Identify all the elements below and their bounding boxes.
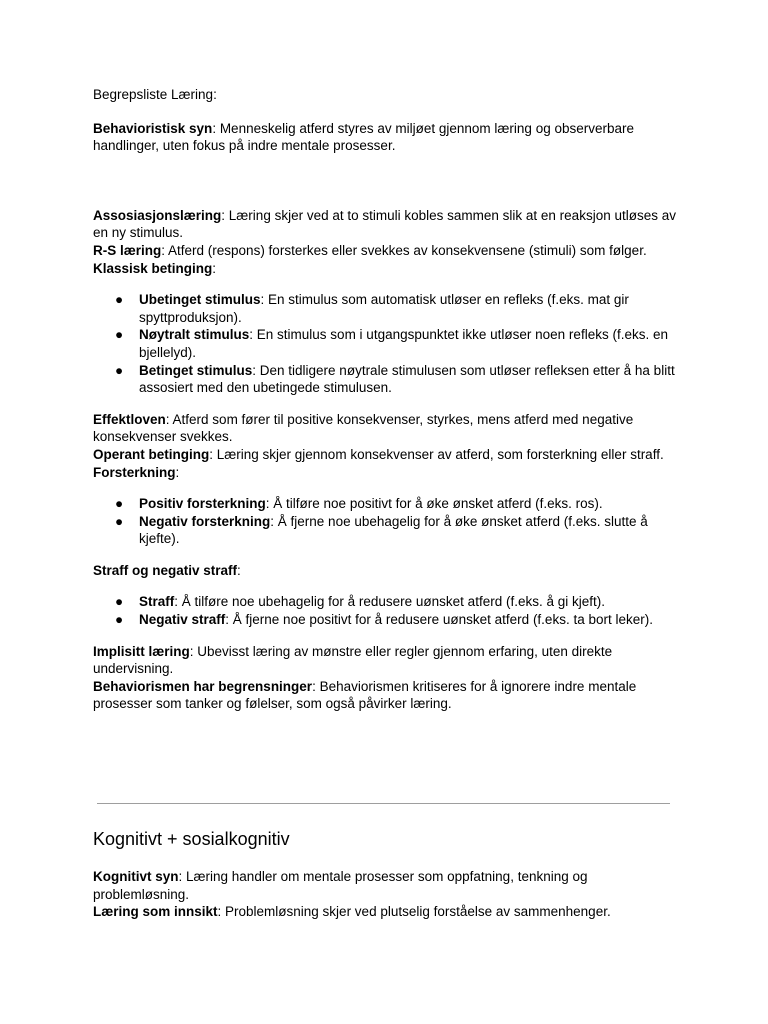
definition-text: : Atferd (respons) forsterkes eller svekkes av konsekvensene (stimuli) som følger. — [161, 242, 647, 258]
definition-forsterkning — [93, 464, 683, 482]
term-ubetinget-stimulus: Ubetinget stimulus — [139, 292, 261, 308]
definition-klassisk-betinging — [93, 260, 683, 278]
term-laering-som-innsikt: Læring som innsikt — [93, 904, 218, 920]
bullet-icon: ● — [115, 292, 124, 308]
list-klassisk-betinging — [93, 291, 683, 397]
definition-text: : En stimulus som i utgangspunktet ikke utløser noen refleks (f.eks. en bjellelyd). — [139, 327, 668, 360]
term-forsterkning: Forsterkning — [93, 464, 176, 480]
definition-text: : Behaviorismen kritiseres for å ignorere indre mentale prosesser som tanker og følelser, som også påvirker læring. — [93, 678, 637, 712]
term-positiv-forsterkning: Positiv forsterkning — [139, 496, 266, 512]
definition-straff-og-negativ-straff — [93, 562, 683, 580]
list-item — [93, 593, 683, 611]
term-betinget-stimulus: Betinget stimulus — [139, 362, 253, 378]
term-negativ-forsterkning: Negativ forsterkning — [139, 513, 271, 529]
definition-text: : — [212, 260, 217, 276]
bullet-icon: ● — [115, 612, 124, 628]
bullet-icon: ● — [115, 594, 124, 610]
bullet-icon: ● — [115, 513, 124, 529]
definition-text: : Å tilføre noe positivt for å øke ønsket atferd (f.eks. ros). — [265, 496, 603, 512]
definition-operant-betinging — [93, 446, 683, 464]
section-kognitivt-body — [93, 868, 683, 921]
term-assosiasjonslaering: Assosiasjonslæring — [93, 207, 222, 223]
list-item — [93, 291, 683, 326]
list-straff — [93, 593, 683, 628]
definition-effektloven — [93, 411, 683, 446]
term-kognitivt-syn: Kognitivt syn — [93, 869, 179, 884]
definition-text: : Å fjerne noe ubehagelig for å øke ønsket atferd (f.eks. slutte å kjefte). — [139, 513, 648, 547]
definition-text: : — [175, 464, 180, 480]
term-behavioristisk-syn: Behavioristisk syn — [93, 120, 213, 136]
list-item — [93, 362, 683, 397]
section-heading-kognitivt: Kognitivt + sosialkognitiv — [93, 829, 290, 849]
definition-text: : Å fjerne noe positivt for å redusere uønsket atferd (f.eks. ta bort leker). — [225, 612, 653, 628]
definition-laering-som-innsikt — [93, 903, 683, 921]
list-forsterkning — [93, 495, 683, 548]
definition-behavioristisk-syn — [93, 120, 683, 155]
definition-behaviorismen-begrensninger — [93, 678, 683, 713]
term-straff: Straff — [139, 594, 175, 610]
term-operant-betinging: Operant betinging — [93, 446, 210, 462]
horizontal-divider — [97, 803, 670, 804]
bullet-icon: ● — [115, 327, 124, 343]
definition-text: : Problemløsning skjer ved plutselig forståelse av sammenhenger. — [217, 904, 611, 920]
definition-kognitivt-syn — [93, 868, 683, 903]
list-item — [93, 513, 683, 548]
definition-text: : Læring skjer gjennom konsekvenser av atferd, som forsterkning eller straff. — [209, 446, 664, 462]
definition-text: : Å tilføre noe ubehagelig for å redusere uønsket atferd (f.eks. å gi kjeft). — [174, 594, 605, 610]
definition-text: : Atferd som fører til positive konsekvenser, styrkes, mens atferd med negative konsekvenser svekkes. — [93, 411, 634, 445]
list-item — [93, 611, 683, 629]
definition-text: : Ubevisst læring av mønstre eller regler gjennom erfaring, uten direkte undervisning. — [93, 643, 613, 677]
term-effektloven: Effektloven — [93, 411, 166, 427]
bullet-icon: ● — [115, 496, 124, 512]
definition-text: : Den tidligere nøytrale stimulusen som utløser refleksen etter å ha blitt assosiert med den ubetingede stimulusen. — [139, 362, 675, 396]
definition-text: : — [237, 562, 241, 578]
definition-rs-laering — [93, 242, 683, 260]
term-implisitt-laering: Implisitt læring — [93, 643, 190, 659]
term-behaviorismen-begrensninger: Behaviorismen har begrensninger — [93, 678, 313, 694]
bullet-icon: ● — [115, 362, 124, 378]
definition-text: : Menneskelig atferd styres av miljøet gjennom læring og observerbare handlinger, uten fokus på indre mentale prosesser. — [93, 120, 635, 154]
definition-text: : Læring skjer ved at to stimuli kobles sammen slik at en reaksjon utløses av en ny stimulus. — [93, 207, 676, 241]
definition-assosiasjonslaering — [93, 207, 683, 242]
definition-implisitt-laering — [93, 643, 683, 678]
term-klassisk-betinging: Klassisk betinging — [93, 260, 213, 276]
list-item — [93, 495, 683, 513]
term-straff-og-negativ-straff: Straff og negativ straff — [93, 562, 238, 578]
term-negativ-straff: Negativ straff — [139, 612, 226, 628]
document-body — [93, 86, 683, 713]
definition-text: : Læring handler om mentale prosesser som oppfatning, tenkning og problemløsning. — [93, 869, 588, 902]
term-rs-laering: R-S læring — [93, 242, 162, 258]
definition-text: : En stimulus som automatisk utløser en refleks (f.eks. mat gir spyttproduksjon). — [139, 292, 629, 325]
term-noytralt-stimulus: Nøytralt stimulus — [139, 327, 250, 343]
page-title: Begrepsliste Læring: — [93, 87, 217, 102]
list-item — [93, 326, 683, 361]
